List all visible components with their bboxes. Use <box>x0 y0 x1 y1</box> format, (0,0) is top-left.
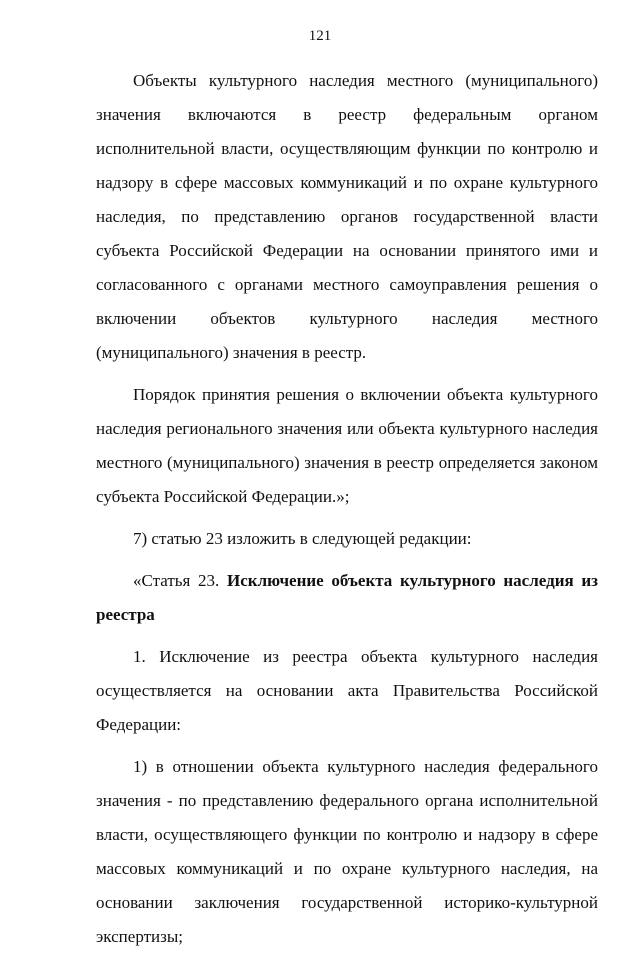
paragraph-clause-1: 1. Исключение из реестра объекта культурного наследия осуществляется на основании акта Правительства Российской Федерации: <box>96 647 598 734</box>
article-title: Исключение объекта культурного наследия из реестра <box>96 571 599 624</box>
paragraph-procedure: Порядок принятия решения о включении объекта культурного наследия регионального значения или объекта культурного наследия местного (муниципального) значения в реестр определяется законом субъекта Российской Федерации.»; <box>96 385 598 506</box>
article-number: «Статья 23. <box>133 571 220 590</box>
paragraph-amendment: 7) статью 23 изложить в следующей редакции: <box>133 529 472 548</box>
paragraph-subclause-1: 1) в отношении объекта культурного наследия федерального значения - по представлению федерального органа исполнительной власти, осуществляющего функции по контролю и надзору в сфере массовых коммуникаций и по охране культурного наследия, на основании заключения государственной историко-культурной экспертизы; <box>96 757 598 946</box>
page-number: 121 <box>308 28 332 44</box>
article-heading <box>96 564 598 632</box>
document-body <box>96 64 598 954</box>
paragraph-municipal-objects: Объекты культурного наследия местного (муниципального) значения включаются в реестр федеральным органом исполнительной власти, осуществляющим функции по контролю и надзору в сфере массовых коммуникаций и по охране культурного наследия, по представлению органов государственной власти субъекта Российской Федерации на основании принятого ими и согласованного с органами местного самоуправления решения о включении объектов культурного наследия местного (муниципального) значения в реестр. <box>96 71 598 362</box>
